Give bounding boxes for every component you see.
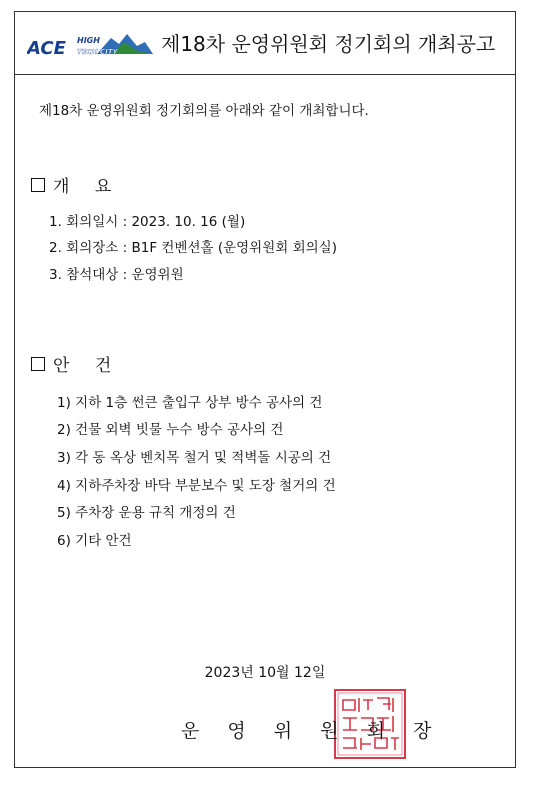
ace-high-tech-city-logo xyxy=(27,30,155,60)
overview-heading-text: 개 요 xyxy=(53,177,122,197)
agenda-heading xyxy=(31,351,121,376)
overview-item: 2. 회의장소 : B1F 컨벤션홀 (운영위원회 회의실) xyxy=(49,240,337,256)
logo-main-text: ACE xyxy=(27,38,66,59)
agenda-heading-text: 안 건 xyxy=(53,356,122,376)
overview-heading xyxy=(31,172,121,197)
notice-frame xyxy=(14,11,516,768)
logo-sub-text-2: TECH CITY xyxy=(77,48,118,56)
agenda-item: 4) 지하주차장 바닥 부분보수 및 도장 철거의 건 xyxy=(57,478,336,494)
agenda-item: 6) 기타 안건 xyxy=(57,533,132,549)
notice-title: 제18차 운영위원회 정기회의 개최공고 xyxy=(161,32,496,56)
agenda-item: 2) 건물 외벽 빗물 누수 방수 공사의 건 xyxy=(57,422,284,438)
agenda-item: 3) 각 동 옥상 벤치목 철거 및 적벽돌 시공의 건 xyxy=(57,450,332,466)
checkbox-square-icon xyxy=(31,357,45,371)
overview-item: 3. 참석대상 : 운영위원 xyxy=(49,267,184,283)
overview-item: 1. 회의일시 : 2023. 10. 16 (월) xyxy=(49,214,246,230)
agenda-item: 1) 지하 1층 썬큰 출입구 상부 방수 공사의 건 xyxy=(57,395,323,411)
agenda-item: 5) 주차장 운용 규칙 개정의 건 xyxy=(57,505,236,521)
notice-header xyxy=(15,12,515,75)
notice-date: 2023년 10월 12일 xyxy=(204,665,326,681)
logo-sub-text-1: HIGH xyxy=(77,36,100,45)
checkbox-square-icon xyxy=(31,178,45,192)
intro-text: 제18차 운영위원회 정기회의를 아래와 같이 개최합니다. xyxy=(39,103,369,119)
signatory-name: 운 영 위 원 회 장 xyxy=(181,720,443,742)
